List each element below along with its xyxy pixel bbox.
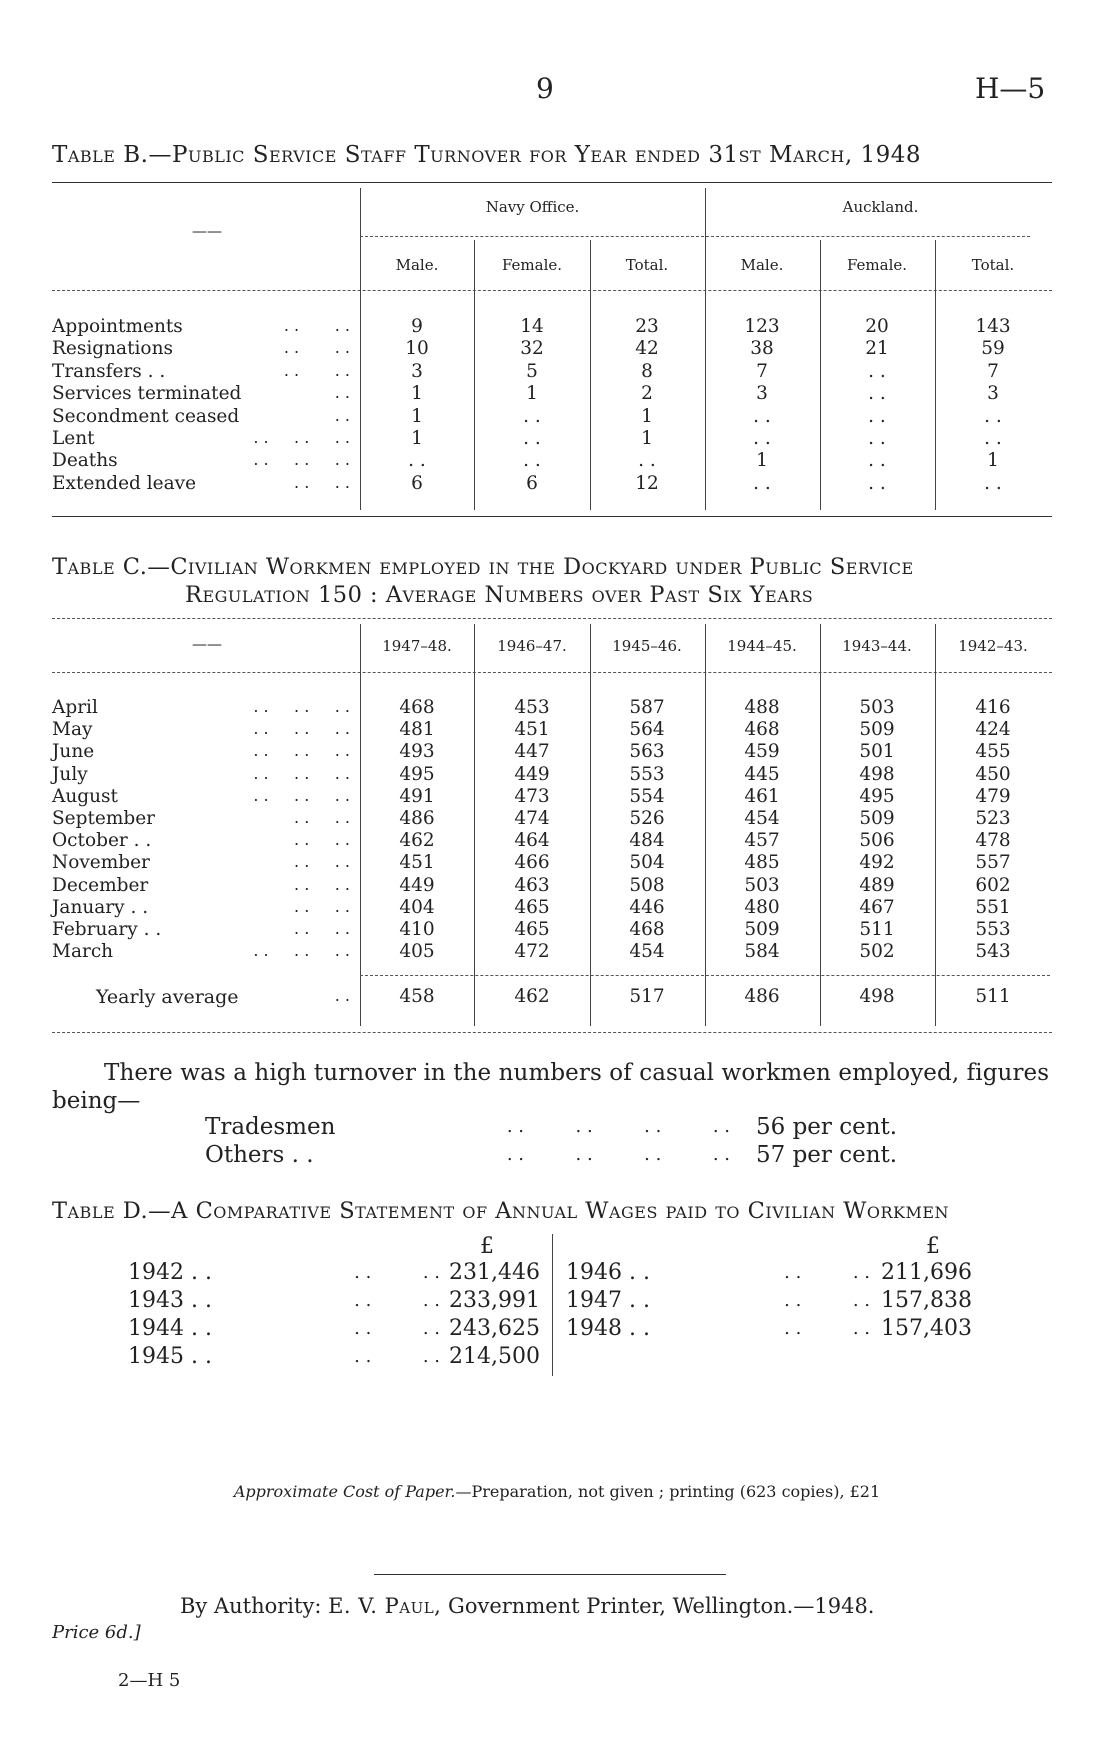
table-c-cell: 495 (859, 785, 895, 807)
table-c-cell: 503 (859, 697, 895, 718)
imprint-printer-name: E. V. Paul, (328, 1594, 442, 1618)
table-d-title: Table D.—A Comparative Statement of Annual Wages paid to Civilian Workmen (52, 1198, 950, 1224)
table-d-amount: 211,696 (881, 1260, 972, 1285)
table-b-cell: . . (984, 428, 1002, 449)
table-b-cell: . . (638, 450, 656, 472)
table-c-cell: 564 (629, 719, 665, 741)
table-c-row-label: April (52, 697, 98, 718)
table-c-row-label: November (52, 852, 150, 874)
table-b-cell: 59 (981, 338, 1005, 360)
table-c-column-header: 1943–44. (842, 637, 912, 655)
table-c-cell: 485 (744, 852, 780, 874)
table-c-cell: 563 (629, 741, 665, 763)
table-c-cell: 493 (399, 741, 435, 763)
table-b-cell: 32 (520, 338, 544, 360)
table-c-row-label: February . . (52, 919, 162, 940)
table-c-cell: 473 (514, 785, 550, 807)
table-c-cell: 454 (629, 941, 665, 963)
table-d-leader: . . . . (784, 1262, 870, 1283)
table-b-cell: 5 (526, 360, 538, 382)
table-d-year: 1944 . . (128, 1316, 212, 1341)
table-d-leader: . . . . (354, 1318, 440, 1339)
table-b-cell: . . (984, 405, 1002, 427)
table-c-average-leader: . . (334, 986, 350, 1005)
table-c-row-label: January . . (52, 896, 149, 918)
table-b-cell: 20 (865, 316, 889, 337)
table-c-cell: 465 (514, 896, 550, 918)
table-b-group-navy: Navy Office. (485, 198, 580, 216)
table-c-cell: 554 (629, 785, 665, 807)
table-c-average-cell: 511 (975, 986, 1011, 1007)
table-c-row-leader: . . . . (294, 919, 350, 938)
table-c-cell: 495 (399, 763, 435, 785)
table-c-cell: 446 (629, 896, 665, 918)
table-b-cell: 1 (411, 428, 423, 449)
table-c-cell: 424 (975, 719, 1011, 741)
table-b-cell: . . (868, 472, 886, 494)
table-c-column-header: 1945–46. (612, 637, 682, 655)
table-b-title: Table B.—Public Service Staff Turnover for Year ended 31st March, 1948 (52, 142, 922, 168)
table-c-cell: 584 (744, 941, 780, 963)
table-c-cell: 457 (744, 830, 780, 852)
table-b-cell: 42 (635, 338, 659, 360)
table-c-cell: 445 (744, 763, 780, 785)
table-b-cell: . . (523, 428, 541, 449)
table-c-average-cell: 486 (744, 986, 780, 1007)
table-c-cell: 459 (744, 741, 780, 763)
table-d-leader: . . . . (784, 1290, 870, 1311)
table-c-cell: 504 (629, 852, 665, 874)
table-c-cell: 509 (744, 919, 780, 940)
table-c-row-label: September (52, 808, 156, 829)
table-c-cell: 468 (629, 919, 665, 940)
table-c-cell: 404 (399, 896, 435, 918)
table-c-cell: 509 (859, 719, 895, 741)
table-b-cell: 1 (411, 405, 423, 427)
table-c-cell: 410 (399, 919, 435, 940)
table-b-cell: . . (868, 450, 886, 472)
table-b-row-label: Appointments (52, 316, 183, 337)
table-b-cell: 3 (411, 360, 423, 382)
signature-mark: 2—H 5 (118, 1670, 181, 1691)
table-c-row-leader: . . . . . . (253, 941, 350, 961)
table-d-year: 1946 . . (566, 1260, 650, 1285)
table-c-cell: 553 (975, 919, 1011, 940)
turnover-item-value: 56 per cent. (756, 1114, 898, 1140)
table-d-currency-left: £ (480, 1234, 494, 1259)
table-c-row-label: May (52, 719, 93, 741)
table-b-cell: 7 (756, 360, 768, 382)
table-b-cell: 6 (526, 472, 538, 494)
table-c-cell: 480 (744, 896, 780, 918)
table-b-cell: 123 (744, 316, 780, 337)
table-b-row-leader: . . . . . . (253, 428, 350, 447)
table-c-row-leader: . . . . . . (253, 785, 350, 805)
table-b-column-header: Female. (501, 256, 563, 274)
document-code: H—5 (975, 72, 1046, 105)
table-b-group-auckland: Auckland. (842, 198, 919, 216)
table-c-row-leader: . . . . . . (253, 763, 350, 783)
table-c-cell: 474 (514, 808, 550, 829)
table-b-row-label: Extended leave (52, 472, 197, 494)
table-c-cell: 465 (514, 919, 550, 940)
table-c-average-label: Yearly average (96, 986, 239, 1008)
table-c-column-header: 1944–45. (727, 637, 797, 655)
table-b-stub-header: —— (192, 222, 222, 240)
table-b-cell: 12 (635, 472, 659, 494)
table-b-row-leader: . . . . . . (253, 450, 350, 470)
imprint-by-authority: By Authority: (180, 1594, 322, 1618)
table-c-cell: 602 (975, 874, 1011, 896)
table-b-cell: 21 (865, 338, 889, 360)
table-c-row-leader: . . . . (294, 874, 350, 894)
turnover-item-label: Tradesmen (205, 1114, 336, 1140)
table-b-cell: 10 (405, 338, 429, 360)
table-c-average-cell: 458 (399, 986, 435, 1007)
table-d-amount: 157,403 (881, 1316, 972, 1341)
table-d-amount: 214,500 (449, 1344, 540, 1369)
table-c-cell: 486 (399, 808, 435, 829)
table-b-row-leader: . . (334, 383, 350, 403)
table-b-cell: 143 (975, 316, 1011, 337)
table-b-cell: . . (753, 472, 771, 494)
imprint-printer-rest: Government Printer, Wellington.—1948. (448, 1594, 875, 1618)
table-c-average-cell: 498 (859, 986, 895, 1007)
table-c-column-header: 1942–43. (958, 637, 1028, 655)
table-b-cell: 3 (756, 383, 768, 405)
table-c-cell: 501 (859, 741, 895, 763)
table-b-row-leader: . . . . (283, 316, 350, 335)
table-b-cell: 1 (411, 383, 423, 405)
table-d-leader: . . . . (354, 1262, 440, 1283)
table-b-cell: . . (523, 405, 541, 427)
table-d-amount: 231,446 (449, 1260, 540, 1285)
table-b-cell: 1 (641, 428, 653, 449)
table-b-cell: 8 (641, 360, 653, 382)
table-d-year: 1943 . . (128, 1288, 212, 1313)
table-c-cell: 449 (399, 874, 435, 896)
table-c-cell: 523 (975, 808, 1011, 829)
turnover-item-value: 57 per cent. (756, 1142, 898, 1168)
table-c-cell: 454 (744, 808, 780, 829)
table-c-cell: 502 (859, 941, 895, 963)
page-number: 9 (536, 72, 554, 105)
table-b-row-label: Resignations (52, 338, 173, 360)
table-c-cell: 489 (859, 874, 895, 896)
table-d-leader: . . . . (354, 1346, 440, 1367)
table-c-cell: 484 (629, 830, 665, 852)
table-b-cell: 6 (411, 472, 423, 494)
table-c-column-header: 1947–48. (382, 637, 452, 655)
table-c-cell: 492 (859, 852, 895, 874)
table-c-row-label: December (52, 874, 149, 896)
table-b-cell: 2 (641, 383, 653, 405)
table-c-cell: 511 (859, 919, 895, 940)
table-d-year: 1942 . . (128, 1260, 212, 1285)
table-b-cell: . . (408, 450, 426, 472)
table-c-cell: 553 (629, 763, 665, 785)
table-c-cell: 468 (399, 697, 435, 718)
turnover-item-leader: . . . . . . . . (506, 1144, 730, 1165)
table-c-row-leader: . . . . (294, 896, 350, 916)
table-b-column-header: Female. (846, 256, 908, 274)
table-c-cell: 451 (399, 852, 435, 874)
table-b-cell: 1 (987, 450, 999, 472)
table-d-amount: 233,991 (449, 1288, 540, 1313)
table-c-row-label: August (52, 785, 118, 807)
table-b-row-label: Transfers . . (52, 360, 166, 382)
table-b-cell: 23 (635, 316, 659, 337)
table-b-cell: 1 (641, 405, 653, 427)
table-c-cell: 449 (514, 763, 550, 785)
cost-note-label: Approximate Cost of Paper. (233, 1482, 456, 1501)
table-c-cell: 472 (514, 941, 550, 963)
table-b-cell: 1 (756, 450, 768, 472)
table-b-cell: 1 (526, 383, 538, 405)
table-b-row-label: Secondment ceased (52, 405, 240, 427)
turnover-sentence-line1: There was a high turnover in the numbers of casual workmen employed, figures (104, 1060, 1050, 1086)
table-c-cell: 463 (514, 874, 550, 896)
table-c-row-label: July (52, 763, 88, 785)
table-b-cell: . . (753, 428, 771, 449)
table-c-row-leader: . . . . (294, 830, 350, 850)
table-b-row-leader: . . . . (283, 338, 350, 358)
table-c-cell: 462 (399, 830, 435, 852)
cost-note-text: —Preparation, not given ; printing (623 copies), £21 (455, 1482, 881, 1501)
price: Price 6d.] (52, 1622, 141, 1643)
table-c-cell: 557 (975, 852, 1011, 874)
table-d-year: 1948 . . (566, 1316, 650, 1341)
turnover-item-leader: . . . . . . . . (506, 1116, 730, 1137)
table-c-stub-header: —— (192, 635, 222, 653)
table-c-cell: 526 (629, 808, 665, 829)
table-c-average-cell: 462 (514, 986, 550, 1007)
table-c-cell: 509 (859, 808, 895, 829)
table-b-cell: 38 (750, 338, 774, 360)
table-d-currency-right: £ (926, 1234, 940, 1259)
table-c-row-leader: . . . . . . (253, 741, 350, 761)
table-c-average-cell: 517 (629, 986, 665, 1007)
table-b-cell: 7 (987, 360, 999, 382)
table-c-cell: 508 (629, 874, 665, 896)
table-b-cell: 9 (411, 316, 423, 337)
table-b-row-leader: . . . . (294, 472, 350, 492)
table-c-cell: 478 (975, 830, 1011, 852)
table-c-cell: 466 (514, 852, 550, 874)
table-c-cell: 481 (399, 719, 435, 741)
table-c-cell: 587 (629, 697, 665, 718)
turnover-sentence-line2: being— (52, 1088, 141, 1114)
table-b-cell: . . (868, 360, 886, 382)
table-b-row-leader: . . (334, 405, 350, 425)
table-b-cell: . . (984, 472, 1002, 494)
table-b-column-header: Male. (395, 256, 439, 274)
table-c-cell: 479 (975, 785, 1011, 807)
table-c-row-label: October . . (52, 830, 152, 852)
cost-note (0, 1482, 1114, 1501)
table-c-cell: 491 (399, 785, 435, 807)
table-c-cell: 451 (514, 719, 550, 741)
table-c-cell: 468 (744, 719, 780, 741)
table-c-cell: 498 (859, 763, 895, 785)
table-b-cell: . . (753, 405, 771, 427)
table-b-row-label: Deaths (52, 450, 118, 472)
table-c-row-leader: . . . . (294, 808, 350, 827)
table-c-cell: 461 (744, 785, 780, 807)
table-b-column-header: Male. (740, 256, 784, 274)
table-c-cell: 416 (975, 697, 1011, 718)
table-c-row-leader: . . . . . . (253, 697, 350, 716)
table-c-cell: 503 (744, 874, 780, 896)
imprint (180, 1594, 874, 1618)
table-c-cell: 447 (514, 741, 550, 763)
table-d-amount: 157,838 (881, 1288, 972, 1313)
table-c-row-leader: . . . . . . (253, 719, 350, 739)
table-c-cell: 467 (859, 896, 895, 918)
table-d-amount: 243,625 (449, 1316, 540, 1341)
table-c-cell: 453 (514, 697, 550, 718)
table-c-column-header: 1946–47. (497, 637, 567, 655)
table-b-cell: . . (868, 428, 886, 449)
table-c-cell: 488 (744, 697, 780, 718)
table-b-cell: . . (868, 383, 886, 405)
table-d-year: 1947 . . (566, 1288, 650, 1313)
table-b-row-leader: . . . . (283, 360, 350, 380)
table-c-cell: 551 (975, 896, 1011, 918)
table-c-cell: 405 (399, 941, 435, 963)
turnover-item-label: Others . . (205, 1142, 314, 1168)
table-c-title-line2: Regulation 150 : Average Numbers over Past Six Years (185, 582, 814, 608)
table-c-cell: 506 (859, 830, 895, 852)
table-b-cell: 3 (987, 383, 999, 405)
table-b-cell: . . (523, 450, 541, 472)
table-c-row-label: March (52, 941, 114, 963)
table-b-column-header: Total. (971, 256, 1015, 274)
table-c-row-leader: . . . . (294, 852, 350, 872)
table-b-row-label: Lent (52, 428, 95, 449)
table-c-cell: 455 (975, 741, 1011, 763)
table-d-leader: . . . . (354, 1290, 440, 1311)
table-d-leader: . . . . (784, 1318, 870, 1339)
table-b-cell: . . (868, 405, 886, 427)
table-b-row-label: Services terminated (52, 383, 242, 405)
table-c-cell: 450 (975, 763, 1011, 785)
table-c-cell: 543 (975, 941, 1011, 963)
table-d-year: 1945 . . (128, 1344, 212, 1369)
table-b-cell: 14 (520, 316, 544, 337)
table-c-cell: 464 (514, 830, 550, 852)
table-b-column-header: Total. (625, 256, 669, 274)
table-c-title-line1: Table C.—Civilian Workmen employed in the Dockyard under Public Service (52, 554, 914, 580)
table-c-row-label: June (52, 741, 95, 763)
